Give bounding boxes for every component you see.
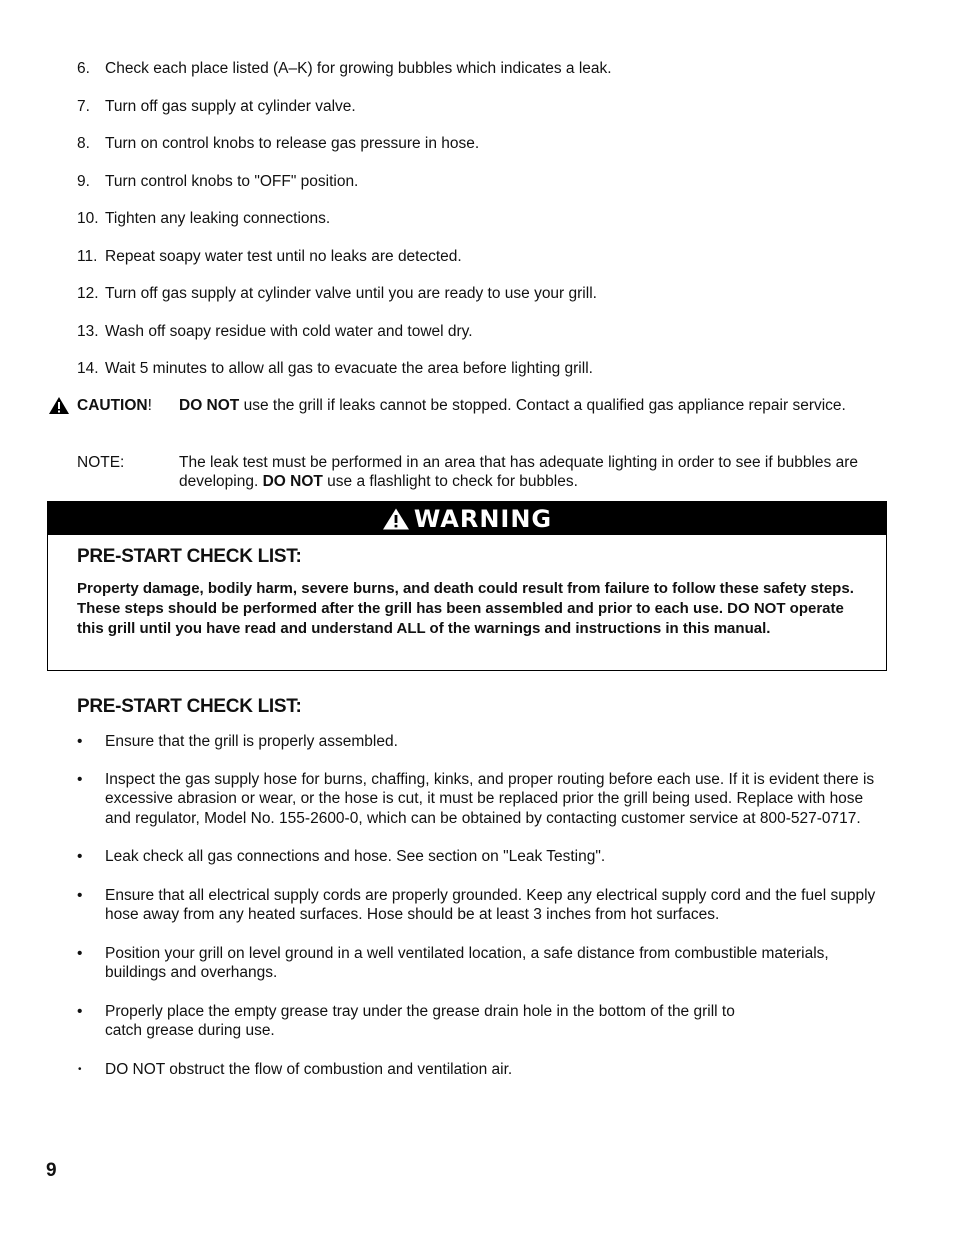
step-text: Turn control knobs to "OFF" position. [105, 172, 359, 190]
note-label: NOTE: [77, 454, 125, 471]
list-item: • Inspect the gas supply hose for burns, chaffing, kinks, and proper routing before each use. If it is evident there is excessive abrasion or wear, or the hose is cut, it must be replaced prior the grill being used. Replace with hose and regulator, Model No. 155-2600-0, which can be obtained by contacting customer service at 800-527-0717. [77, 770, 875, 827]
list-item: • Leak check all gas connections and hose. See section on "Leak Testing". [77, 848, 606, 865]
step-text: Repeat soapy water test until no leaks are detected. [105, 247, 462, 265]
leak-test-steps [77, 59, 897, 397]
bullet-icon: • [77, 770, 83, 788]
step-number: 7. [77, 97, 90, 115]
step-number: 11. [77, 247, 98, 265]
step-item [77, 284, 897, 303]
warning-box-body: Property damage, bodily harm, severe burns, and death could result from failure to follow these safety steps. These steps should be performed after the grill has been assembled and prior to each use. DO NOT operate this grill until you have read and understand ALL of the warnings and instructions in this manual. [77, 580, 854, 637]
checklist [77, 732, 877, 1079]
step-text: Wait 5 minutes to allow all gas to evacuate the area before lighting grill. [105, 360, 593, 377]
warning-banner [48, 502, 886, 535]
step-item [77, 247, 897, 266]
list-item: • Position your grill on level ground in a well ventilated location, a safe distance from combustible materials, buildings and overhangs. [77, 944, 829, 981]
warning-box-heading: PRE-START CHECK LIST: [77, 546, 302, 567]
step-item [77, 359, 897, 378]
step-number: 12. [77, 285, 99, 302]
warning-banner-text: WARNING [413, 504, 553, 533]
step-number: 13. [77, 322, 99, 340]
note-text: The leak test must be performed in an area that has adequate lighting in order to see if bubbles are developing. DO NOT use a flashlight to check for bubbles. [179, 454, 858, 490]
step-number: 10. [77, 210, 99, 227]
bullet-icon: • [77, 733, 83, 750]
step-number: 8. [77, 135, 90, 152]
step-item [77, 134, 897, 153]
step-text: Turn off gas supply at cylinder valve. [105, 97, 356, 115]
caution-label: CAUTION! [77, 397, 152, 414]
step-item [77, 209, 897, 228]
bullet-icon: • [78, 1063, 82, 1075]
step-item [77, 59, 897, 78]
caution-emphasis: DO NOT [179, 397, 240, 414]
list-item: • Ensure that all electrical supply cords are properly grounded. Keep any electrical supply cord and the fuel supply hose away from any heated surfaces. Hose should be at least 3 inches from hot surfaces. [77, 886, 876, 923]
bullet-icon: • [77, 848, 83, 865]
note-notice [77, 453, 877, 493]
warning-triangle-icon [382, 507, 410, 531]
bullet-icon: • [77, 886, 83, 904]
step-number: 9. [77, 172, 90, 190]
step-text: Wash off soapy residue with cold water and towel dry. [105, 322, 473, 340]
step-number: 6. [77, 60, 90, 77]
list-item: • DO NOT obstruct the flow of combustion and ventilation air. [78, 1060, 513, 1078]
step-text: Tighten any leaking connections. [105, 210, 331, 227]
step-item [77, 97, 897, 116]
step-item [77, 322, 897, 341]
note-emphasis: DO NOT [262, 473, 323, 490]
checklist-heading: PRE-START CHECK LIST: [77, 696, 302, 717]
list-item: • Ensure that the grill is properly assembled. [77, 733, 398, 750]
step-item [77, 172, 897, 191]
step-text: Turn off gas supply at cylinder valve until you are ready to use your grill. [105, 285, 597, 302]
warning-box [47, 501, 887, 671]
caution-notice [77, 396, 877, 436]
bullet-icon: • [77, 944, 83, 962]
step-number: 14. [77, 360, 99, 377]
warning-triangle-icon [48, 396, 70, 415]
bullet-icon: • [77, 1002, 83, 1020]
step-text: Turn on control knobs to release gas pressure in hose. [105, 135, 480, 152]
step-text: Check each place listed (A–K) for growing bubbles which indicates a leak. [105, 60, 612, 77]
page-number: 9 [46, 1160, 57, 1181]
list-item: • Properly place the empty grease tray under the grease drain hole in the bottom of the grill to catch grease during use. [77, 1002, 735, 1039]
caution-text: DO NOT use the grill if leaks cannot be stopped. Contact a qualified gas appliance repair service. [179, 397, 846, 414]
